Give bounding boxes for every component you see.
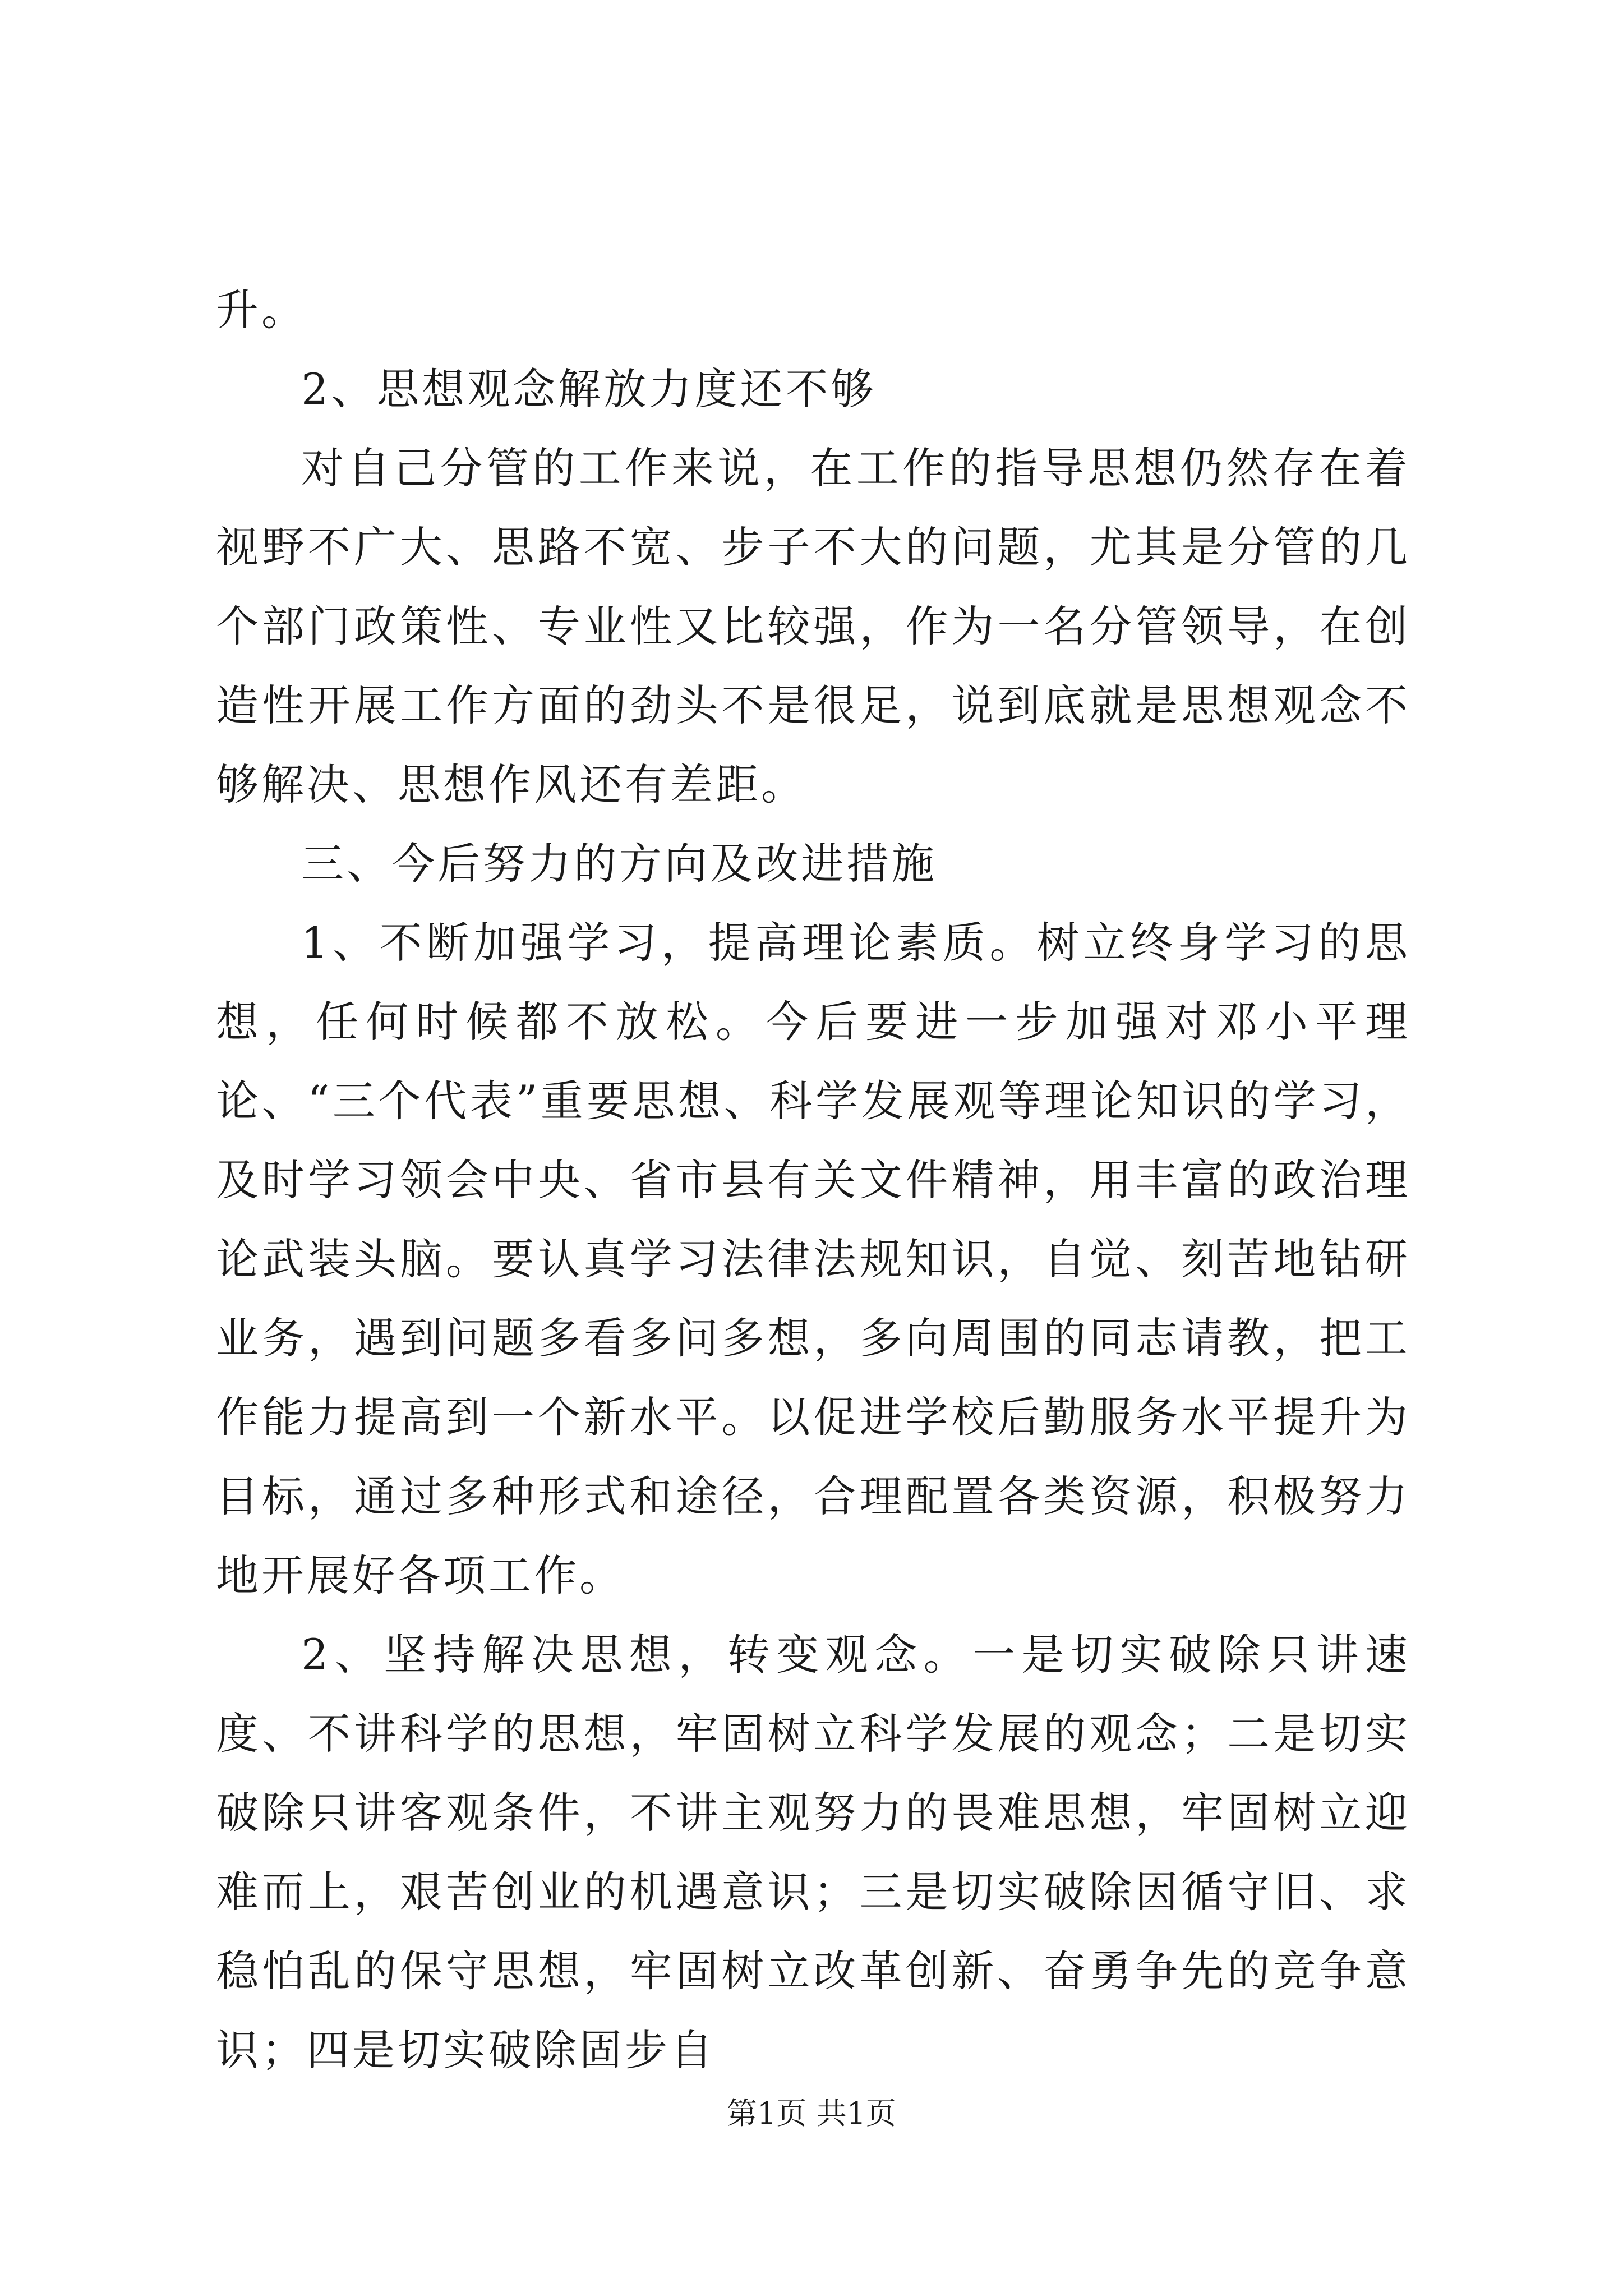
page-footer: 第1页 共1页	[727, 2096, 896, 2131]
paragraph-strengthen-learning: 1、不断加强学习，提高理论素质。树立终身学习的思想，任何时候都不放松。今后要进一步加强对邓小平理论、“三个代表”重要思想、科学发展观等理论知识的学习，及时学习领会中央、省市县有关文件精神，用丰富的政治理论武装头脑。要认真学习法律法规知识，自觉、刻苦地钻研业务，遇到问题多看多问多想，多向周围的同志请教，把工作能力提高到一个新水平。以促进学校后勤服务水平提升为目标，通过多种形式和途径，合理配置各类资源，积极努力地开展好各项工作。	[216, 918, 1410, 1600]
document-body	[216, 270, 1410, 2090]
paragraph-thought-liberation: 对自己分管的工作来说，在工作的指导思想仍然存在着视野不广大、思路不宽、步子不大的问题，尤其是分管的几个部门政策性、专业性又比较强，作为一名分管领导，在创造性开展工作方面的劲头不是很足，说到底就是思想观念不够解决、思想作风还有差距。	[216, 443, 1410, 809]
subheading-thought-liberation: 2、思想观念解放力度还不够	[301, 364, 877, 414]
section-heading-future-direction: 三、今后努力的方向及改进措施	[301, 839, 937, 889]
paragraph-change-concepts: 2、坚持解决思想，转变观念。一是切实破除只讲速度、不讲科学的思想，牢固树立科学发展的观念；二是切实破除只讲客观条件，不讲主观努力的畏难思想，牢固树立迎难而上，艰苦创业的机遇意识；三是切实破除因循守旧、求稳怕乱的保守思想，牢固树立改革创新、奋勇争先的竞争意识；四是切实破除固步自	[216, 1630, 1410, 2075]
paragraph-continuation: 升。	[216, 285, 307, 335]
